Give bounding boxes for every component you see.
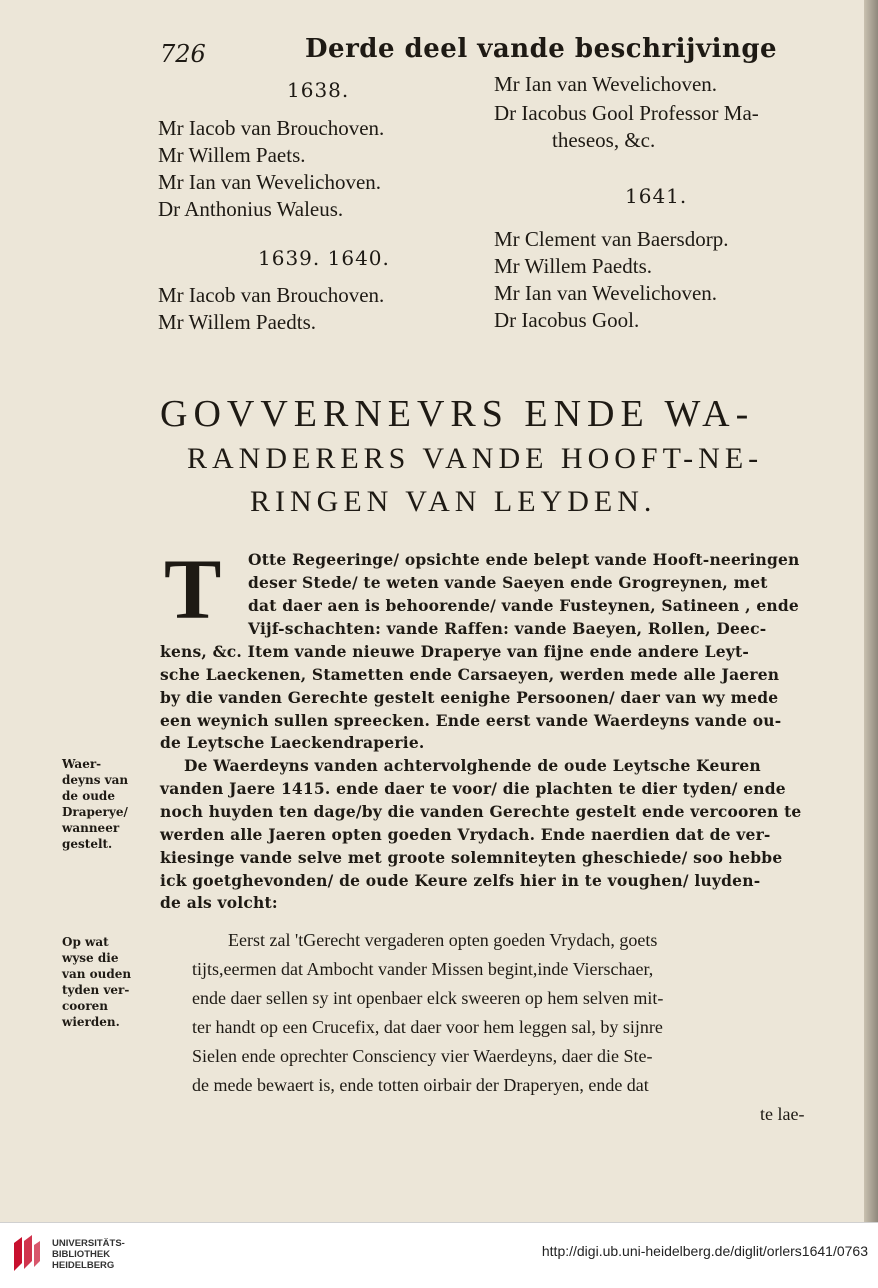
text-line: een weynich sullen spreecken. Ende eerst vande Waerdeyns vande ou-	[160, 711, 782, 730]
margin-note-line: Draperye/	[62, 805, 128, 819]
list-item: theseos, &c.	[552, 128, 656, 152]
text-line: ick goetghevonden/ de oude Keure zelfs hier in te voughen/ luyden-	[160, 871, 761, 890]
text-line: deser Stede/ te weten vande Saeyen ende Grogreynen, met	[248, 573, 768, 592]
margin-note-line: wanneer	[62, 821, 120, 835]
text-line: Vijf-schachten: vande Raffen: vande Baeyen, Rollen, Deec-	[248, 619, 767, 638]
list-item: Mr Willem Paedts.	[494, 254, 653, 278]
margin-note-line: van ouden	[62, 967, 132, 981]
year-1638: 1638.	[287, 78, 350, 102]
text-line: by die vanden Gerechte gestelt eenighe Persoonen/ daer van wy mede	[160, 688, 779, 707]
section-heading-line-1: GOVVERNEVRS ENDE WA-	[160, 393, 755, 435]
list-item: Mr Willem Paedts.	[158, 310, 317, 334]
text-line: noch huyden ten dage/by die vanden Gerechte gestelt ende vercooren te	[160, 802, 802, 821]
drop-cap: T	[164, 541, 222, 637]
text-line: Eerst zal 'tGerecht vergaderen opten goeden Vrydach, goets	[228, 930, 658, 950]
library-name	[52, 1238, 125, 1271]
margin-note-line: Op wat	[62, 935, 109, 949]
margin-note-line: wierden.	[62, 1015, 120, 1029]
running-title: Derde deel vande beschrijvinge	[305, 34, 778, 64]
text-line: kiesinge vande selve met groote solemniteyten gheschiede/ soo hebbe	[160, 848, 783, 867]
page-number: 726	[160, 40, 206, 68]
section-heading-line-3: RINGEN VAN LEYDEN.	[250, 485, 657, 518]
text-line: de als volcht:	[160, 893, 278, 912]
section-heading-line-2: RANDERERS VANDE HOOFT-NE-	[187, 442, 764, 475]
list-item: Mr Iacob van Brouchoven.	[158, 283, 385, 307]
list-item: Mr Willem Paets.	[158, 143, 306, 167]
margin-note-line: Waer-	[62, 757, 102, 771]
year-1639-1640: 1639. 1640.	[258, 246, 390, 270]
text-line: tijts,eermen dat Ambocht vander Missen begint,inde Vierschaer,	[192, 959, 654, 979]
margin-note-line: tyden ver-	[62, 983, 130, 997]
margin-note-line: wyse die	[62, 951, 119, 965]
margin-note-line: gestelt.	[62, 837, 113, 851]
permalink-url[interactable]: http://digi.ub.uni-heidelberg.de/diglit/orlers1641/0763	[541, 1243, 868, 1259]
margin-note-line: de oude	[62, 789, 115, 803]
text-line: kens, &c. Item vande nieuwe Draperye van fijne ende andere Leyt-	[160, 642, 749, 661]
text-line: De Waerdeyns vanden achtervolghende de oude Leytsche Keuren	[184, 756, 761, 775]
page-edge	[864, 0, 878, 1222]
list-item: Mr Iacob van Brouchoven.	[158, 116, 385, 140]
text-line: vanden Jaere 1415. ende daer te voor/ die plachten te dier tyden/ ende	[160, 779, 786, 798]
text-line: sche Laeckenen, Stametten ende Carsaeyen, werden mede alle Jaeren	[160, 665, 780, 684]
list-item: Mr Ian van Wevelichoven.	[158, 170, 382, 194]
list-item: Dr Iacobus Gool.	[494, 308, 640, 332]
text-line: dat daer aen is behoorende/ vande Fusteynen, Satineen , ende	[248, 596, 799, 615]
list-item: Mr Ian van Wevelichoven.	[494, 72, 718, 96]
catchword: te lae-	[760, 1104, 805, 1124]
margin-note-line: cooren	[62, 999, 108, 1013]
list-item: Mr Ian van Wevelichoven.	[494, 281, 718, 305]
text-line: werden alle Jaeren opten goeden Vrydach. Ende naerdien dat de ver-	[160, 825, 771, 844]
library-name-line: UNIVERSITÄTS-	[52, 1238, 125, 1249]
list-item: Dr Anthonius Waleus.	[158, 197, 344, 221]
year-1641: 1641.	[625, 184, 688, 208]
text-line: ende daer sellen sy int openbaer elck sweeren op hem selven mit-	[192, 988, 664, 1008]
margin-note-line: deyns van	[62, 773, 129, 787]
library-logo-icon[interactable]	[8, 1233, 44, 1275]
library-name-line: BIBLIOTHEK	[52, 1249, 111, 1260]
footer-bar	[0, 1222, 878, 1288]
library-name-line: HEIDELBERG	[52, 1260, 115, 1271]
text-line: Sielen ende oprechter Consciency vier Waerdeyns, daer die Ste-	[192, 1046, 653, 1066]
text-line: de Leytsche Laeckendraperie.	[160, 733, 425, 752]
list-item: Mr Clement van Baersdorp.	[494, 227, 729, 251]
text-line: Otte Regeeringe/ opsichte ende belept vande Hooft-neeringen	[248, 550, 800, 569]
text-line: de mede bewaert is, ende totten oirbair der Draperyen, ende dat	[192, 1075, 649, 1095]
list-item: Dr Iacobus Gool Professor Ma-	[494, 101, 759, 125]
text-line: ter handt op een Crucefix, dat daer voor hem leggen sal, by sijnre	[192, 1017, 663, 1037]
